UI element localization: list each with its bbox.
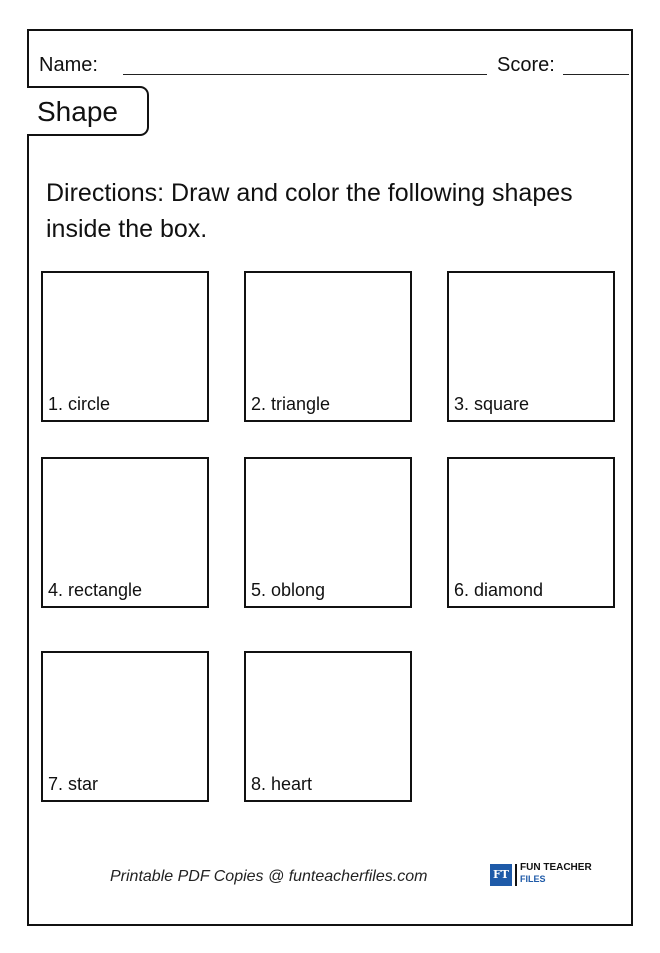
box-label: 8. heart xyxy=(251,774,313,794)
drawing-box-7[interactable] xyxy=(41,651,209,802)
score-write-line[interactable] xyxy=(563,74,629,75)
drawing-box-3[interactable] xyxy=(447,271,615,422)
box-label: 2. triangle xyxy=(251,394,331,414)
fun-teacher-files-logo xyxy=(490,860,602,890)
box-label: 1. circle xyxy=(48,394,111,414)
drawing-box-4[interactable] xyxy=(41,457,209,608)
logo-text-bottom: FILES xyxy=(520,874,546,884)
worksheet-title: Shape xyxy=(37,96,118,127)
box-label: 7. star xyxy=(48,774,99,794)
worksheet-page xyxy=(27,29,633,926)
drawing-box-1[interactable] xyxy=(41,271,209,422)
drawing-box-6[interactable] xyxy=(447,457,615,608)
box-label: 4. rectangle xyxy=(48,580,143,600)
drawing-box-2[interactable] xyxy=(244,271,412,422)
logo-divider xyxy=(515,864,517,886)
logo-text-top: FUN TEACHER xyxy=(520,862,592,873)
directions-text: Directions: Draw and color the following shapes inside the box. xyxy=(46,179,573,243)
name-write-line[interactable] xyxy=(123,74,487,75)
drawing-box-8[interactable] xyxy=(244,651,412,802)
drawing-box-5[interactable] xyxy=(244,457,412,608)
score-label: Score: xyxy=(497,54,555,76)
box-label: 6. diamond xyxy=(454,580,544,600)
box-label: 5. oblong xyxy=(251,580,326,600)
logo-mark: FT xyxy=(490,864,512,886)
box-label: 3. square xyxy=(454,394,530,414)
name-label: Name: xyxy=(39,54,98,76)
footer-credit: Printable PDF Copies @ funteacherfiles.com xyxy=(110,868,428,885)
title-tab xyxy=(27,86,149,136)
